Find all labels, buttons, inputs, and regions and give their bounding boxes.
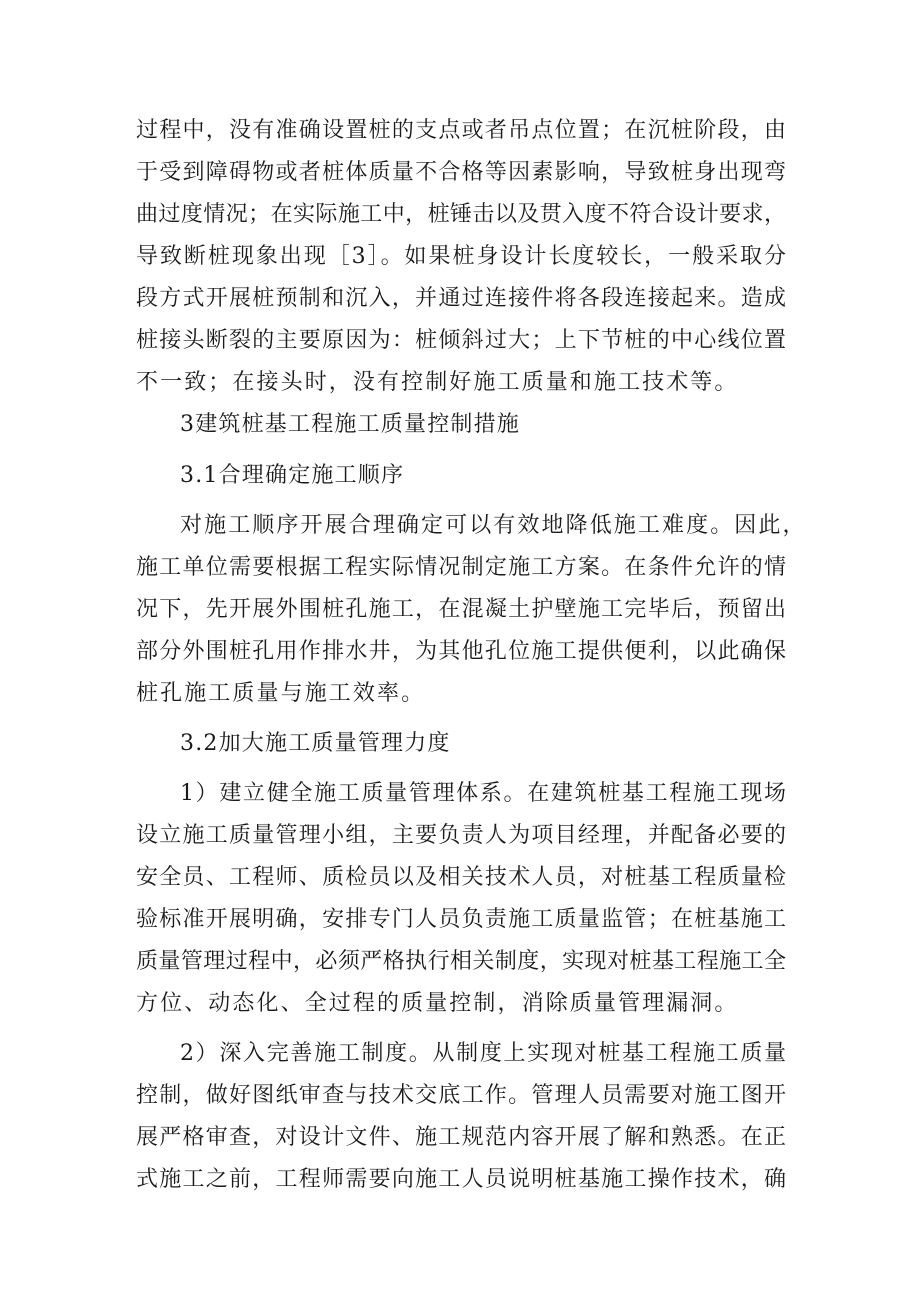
paragraph-line: 于受到障碍物或者桩体质量不合格等因素影响，导致桩身出现弯: [136, 160, 786, 185]
paragraph-line: 展严格审查，对设计文件、施工规范内容开展了解和熟悉。在正: [136, 1125, 786, 1150]
paragraph-line: 1）建立健全施工质量管理体系。在建筑桩基工程施工现场: [180, 781, 786, 806]
subsection-heading: 3.1合理确定施工顺序: [180, 463, 405, 488]
paragraph-line: 不一致；在接头时，没有控制好施工质量和施工技术等。: [136, 370, 739, 395]
paragraph-line: 安全员、工程师、质检员以及相关技术人员，对桩基工程质量检: [136, 865, 786, 890]
paragraph-line: 控制，做好图纸审查与技术交底工作。管理人员需要对施工图开: [136, 1083, 786, 1108]
paragraph-line: 过程中，没有准确设置桩的支点或者吊点位置；在沉桩阶段，由: [136, 118, 786, 143]
paragraph-line: 验标准开展明确，安排专门人员负责施工质量监管；在桩基施工: [136, 907, 786, 932]
paragraph-line: 设立施工质量管理小组，主要负责人为项目经理，并配备必要的: [136, 823, 786, 848]
paragraph-line: 桩孔施工质量与施工效率。: [136, 681, 426, 706]
paragraph-line: 2）深入完善施工制度。从制度上实现对桩基工程施工质量: [180, 1041, 786, 1066]
paragraph-line: 桩接头断裂的主要原因为：桩倾斜过大；上下节桩的中心线位置: [136, 328, 786, 353]
paragraph-line: 导致断桩现象出现［3］。如果桩身设计长度较长，一般采取分: [136, 244, 786, 269]
section-heading: 3建筑桩基工程施工质量控制措施: [180, 412, 520, 437]
paragraph-line: 质量管理过程中，必须严格执行相关制度，实现对桩基工程施工全: [136, 949, 786, 974]
paragraph-line: 况下，先开展外围桩孔施工，在混凝土护壁施工完毕后，预留出: [136, 597, 786, 622]
paragraph-line: 对施工顺序开展合理确定可以有效地降低施工难度。因此，: [180, 513, 807, 538]
subsection-heading: 3.2加大施工质量管理力度: [180, 731, 451, 756]
paragraph-line: 施工单位需要根据工程实际情况制定施工方案。在条件允许的情: [136, 555, 786, 580]
paragraph-line: 方位、动态化、全过程的质量控制，消除质量管理漏洞。: [136, 991, 739, 1016]
paragraph-line: 段方式开展桩预制和沉入，并通过连接件将各段连接起来。造成: [136, 286, 786, 311]
paragraph-line: 式施工之前，工程师需要向施工人员说明桩基施工操作技术，确: [136, 1167, 786, 1192]
paragraph-line: 曲过度情况；在实际施工中，桩锤击以及贯入度不符合设计要求，: [136, 202, 786, 227]
paragraph-line: 部分外围桩孔用作排水井，为其他孔位施工提供便利，以此确保: [136, 639, 786, 664]
